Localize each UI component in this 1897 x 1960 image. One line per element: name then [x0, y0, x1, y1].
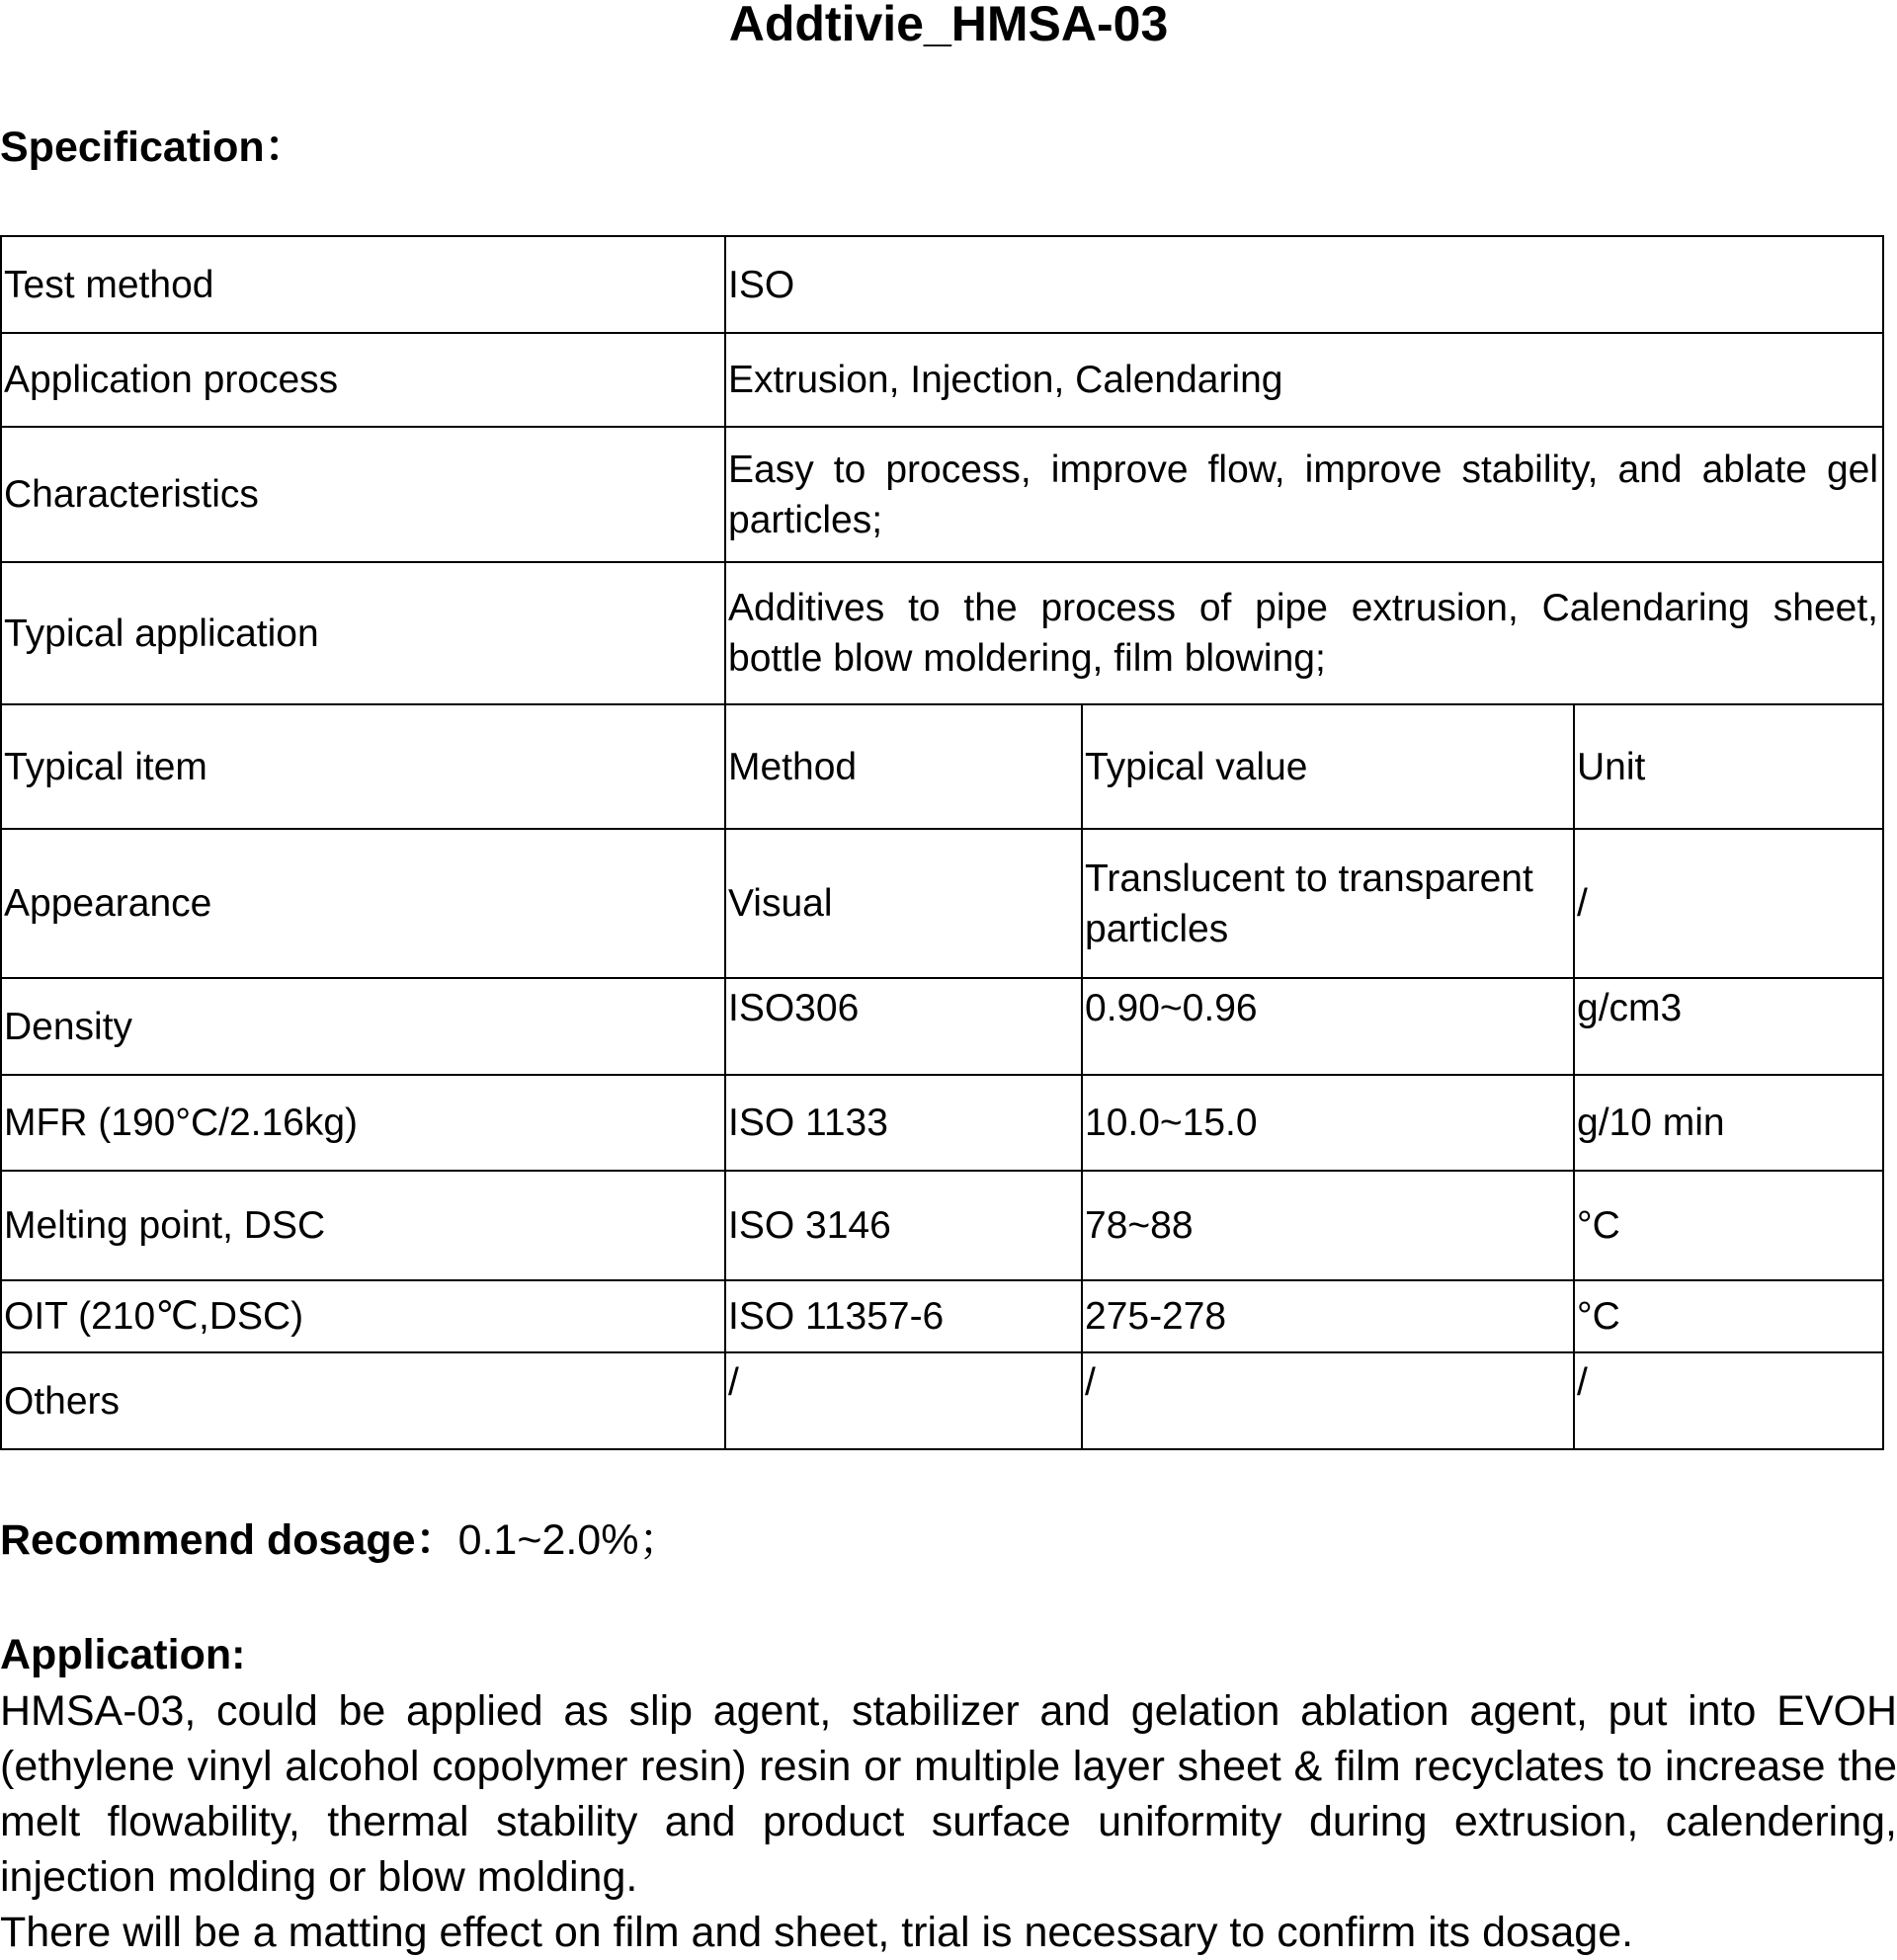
cell-unit: / — [1574, 1352, 1883, 1449]
table-row — [1, 1171, 1883, 1280]
table-row — [1, 1352, 1883, 1449]
application-heading: Application: — [0, 1631, 246, 1678]
header-unit: Unit — [1574, 704, 1883, 829]
cell-item: MFR (190°C/2.16kg) — [1, 1075, 725, 1171]
info-row — [1, 333, 1883, 427]
cell-item: Others — [1, 1352, 725, 1449]
cell-method: ISO 1133 — [725, 1075, 1082, 1171]
info-row — [1, 427, 1883, 562]
table-row — [1, 1280, 1883, 1352]
table-row — [1, 1075, 1883, 1171]
info-row — [1, 562, 1883, 704]
dosage-label: Recommend dosage： — [0, 1516, 458, 1564]
cell-value: 10.0~15.0 — [1082, 1075, 1574, 1171]
info-row — [1, 236, 1883, 333]
info-value: Extrusion, Injection, Calendaring — [725, 333, 1883, 427]
cell-item: Appearance — [1, 829, 725, 978]
specification-heading: Specification： — [0, 123, 307, 171]
info-value: Additives to the process of pipe extrusion, Calendaring sheet, bottle blow moldering, film blowing; — [725, 562, 1883, 704]
info-value: ISO — [725, 236, 1883, 333]
application-paragraph: HMSA-03, could be applied as slip agent, stabilizer and gelation ablation agent, put into EVOH (ethylene vinyl alcohol copolymer resin) resin or multiple layer sheet & film recyclates to increase the melt flowability, thermal stability and product surface uniformity during extrusion, calendering, injection molding or blow molding. — [0, 1687, 1897, 1901]
cell-unit: g/10 min — [1574, 1075, 1883, 1171]
info-label: Characteristics — [1, 427, 725, 562]
cell-item: Density — [1, 978, 725, 1075]
table-row — [1, 829, 1883, 978]
dosage-value: 0.1~2.0%； — [457, 1516, 682, 1564]
cell-value: / — [1082, 1352, 1574, 1449]
cell-method: Visual — [725, 829, 1082, 978]
cell-value: 275-278 — [1082, 1280, 1574, 1352]
cell-method: ISO 3146 — [725, 1171, 1082, 1280]
header-typical-value: Typical value — [1082, 704, 1574, 829]
cell-unit: g/cm3 — [1574, 978, 1883, 1075]
document-title: Addtivie_HMSA-03 — [728, 0, 1169, 51]
recommended-dosage — [0, 1515, 681, 1565]
table-row — [1, 978, 1883, 1075]
application-body — [0, 1683, 1897, 1960]
cell-unit: °C — [1574, 1171, 1883, 1280]
info-value: Easy to process, improve flow, improve stability, and ablate gel particles; — [725, 427, 1883, 562]
cell-unit: °C — [1574, 1280, 1883, 1352]
cell-value: 78~88 — [1082, 1171, 1574, 1280]
info-label: Application process — [1, 333, 725, 427]
cell-item: Melting point, DSC — [1, 1171, 725, 1280]
cell-unit: / — [1574, 829, 1883, 978]
cell-item: OIT (210℃,DSC) — [1, 1280, 725, 1352]
cell-value: Translucent to transparent particles — [1082, 829, 1574, 978]
info-label: Test method — [1, 236, 725, 333]
props-header-row — [1, 704, 1883, 829]
cell-value: 0.90~0.96 — [1082, 978, 1574, 1075]
cell-method: ISO 11357-6 — [725, 1280, 1082, 1352]
header-typical-item: Typical item — [1, 704, 725, 829]
header-method: Method — [725, 704, 1082, 829]
cell-method: / — [725, 1352, 1082, 1449]
specification-table — [0, 235, 1884, 1450]
info-label: Typical application — [1, 562, 725, 704]
cell-method: ISO306 — [725, 978, 1082, 1075]
application-note: There will be a matting effect on film and sheet, trial is necessary to confirm its dosage. — [0, 1909, 1634, 1956]
